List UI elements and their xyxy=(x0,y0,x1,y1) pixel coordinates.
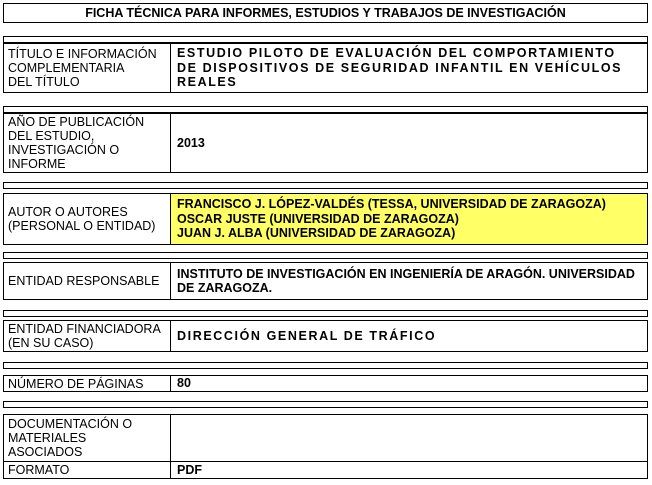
field-label: AUTOR O AUTORES (PERSONAL O ENTIDAD) xyxy=(4,194,171,244)
row-entidad-responsable xyxy=(3,262,648,300)
field-value: INSTITUTO DE INVESTIGACIÓN EN INGENIERÍA DE ARAGÓN. UNIVERSIDAD DE ZARAGOZA. xyxy=(177,266,635,295)
divider xyxy=(3,252,648,259)
field-label: TÍTULO E INFORMACIÓN COMPLEMENTARIA DEL TÍTULO xyxy=(4,44,171,92)
row-documentacion xyxy=(3,414,648,462)
author-item: OSCAR JUSTE (UNIVERSIDAD DE ZARAGOZA) xyxy=(177,211,459,226)
divider xyxy=(3,106,648,113)
divider xyxy=(3,36,648,43)
field-label: FORMATO xyxy=(4,462,171,478)
divider xyxy=(3,362,648,369)
author-item: JUAN J. ALBA (UNIVERSIDAD DE ZARAGOZA) xyxy=(177,226,456,241)
row-paginas xyxy=(3,375,648,392)
field-value: PDF xyxy=(177,462,202,477)
divider xyxy=(3,182,648,189)
field-value xyxy=(171,415,647,461)
field-label: ENTIDAD RESPONSABLE xyxy=(4,263,171,299)
row-formato xyxy=(3,461,648,479)
field-label: ENTIDAD FINANCIADORA (EN SU CASO) xyxy=(4,321,171,351)
field-value: 2013 xyxy=(177,135,205,150)
field-label: DOCUMENTACIÓN O MATERIALES ASOCIADOS xyxy=(4,415,171,461)
row-titulo xyxy=(3,43,648,93)
author-item: FRANCISCO J. LÓPEZ-VALDÉS (TESSA, UNIVERSIDAD DE ZARAGOZA) xyxy=(177,197,606,212)
field-label: NÚMERO DE PÁGINAS xyxy=(4,376,171,391)
divider xyxy=(3,310,648,317)
form-title: FICHA TÉCNICA PARA INFORMES, ESTUDIOS Y TRABAJOS DE INVESTIGACIÓN xyxy=(3,3,648,23)
row-anio xyxy=(3,113,648,173)
row-autor xyxy=(3,193,648,245)
field-label: AÑO DE PUBLICACIÓN DEL ESTUDIO, INVESTIGACIÓN O INFORME xyxy=(4,114,171,172)
field-value: DIRECCIÓN GENERAL DE TRÁFICO xyxy=(177,328,437,343)
author-list xyxy=(171,194,647,244)
row-entidad-financiadora xyxy=(3,320,648,352)
field-value: ESTUDIO PILOTO DE EVALUACIÓN DEL COMPORTAMIENTO DE DISPOSITIVOS DE SEGURIDAD INFANTIL EN VEHÍCULOS REALES xyxy=(177,46,623,90)
field-value: 80 xyxy=(177,376,191,391)
divider xyxy=(3,401,648,408)
